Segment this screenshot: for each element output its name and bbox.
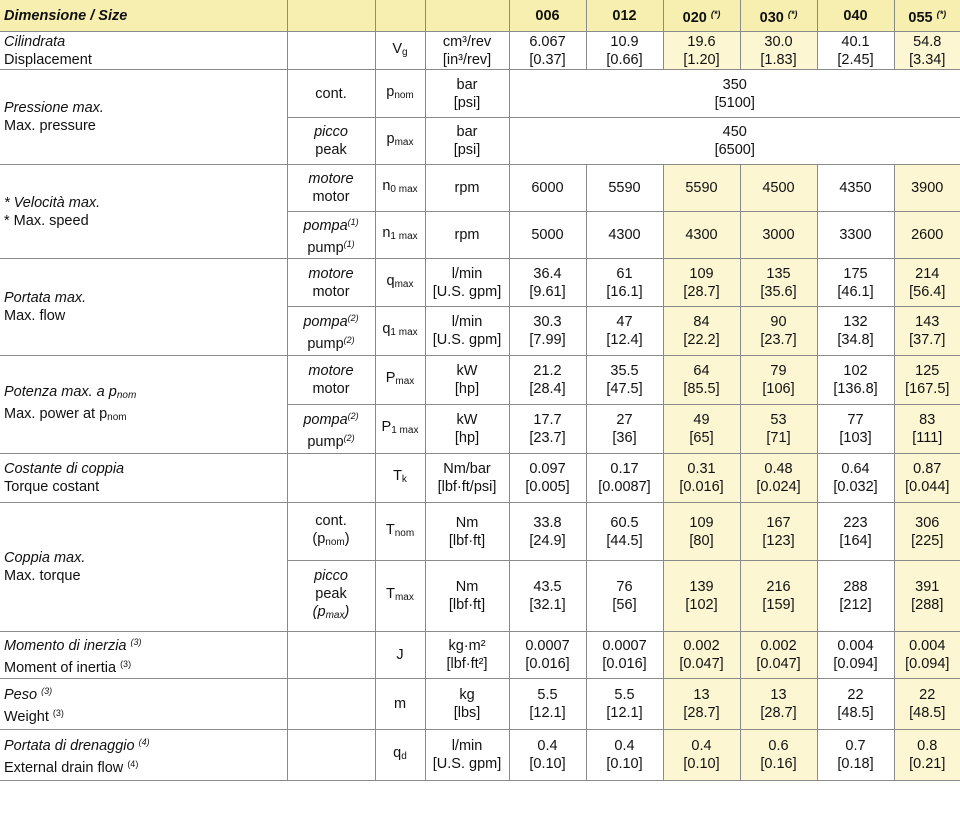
header-row [0, 0, 960, 32]
size-header-030: 030 (*) [740, 0, 817, 32]
value-cell: 4350 [817, 165, 894, 212]
unit-cell: Nm [lbf·ft] [425, 561, 509, 632]
symbol-cell: $T_{max}$ [375, 561, 425, 632]
symbol-cell: $n_{1 max}$ [375, 212, 425, 259]
value-cell: 90 [23.7] [740, 307, 817, 356]
value-cell: 0.004 [0.094] [817, 632, 894, 679]
param-label: Costante di coppia Torque costant [0, 454, 287, 503]
value-cell: 64 [85.5] [663, 356, 740, 405]
header-blank-sym [375, 0, 425, 32]
header-blank-unit [425, 0, 509, 32]
value-cell: 22 [48.5] [894, 679, 960, 730]
value-cell: 0.6 [0.16] [740, 730, 817, 781]
value-cell: 0.0007 [0.016] [509, 632, 586, 679]
cond-cell [287, 454, 375, 503]
value-cell: 13 [28.7] [740, 679, 817, 730]
size-header-006: 006 [509, 0, 586, 32]
header-blank-cond [287, 0, 375, 32]
param-label: Potenza max. a $p_{nom}$ Max. power at $p_{nom}$ [0, 356, 287, 454]
inertia-row [0, 632, 960, 679]
value-cell: 109 [28.7] [663, 259, 740, 307]
value-cell: 6.067 [0.37] [509, 32, 586, 70]
value-cell: 30.0 [1.83] [740, 32, 817, 70]
symbol-cell: $q_{max}$ [375, 259, 425, 307]
weight-row [0, 679, 960, 730]
speed-motor-row [0, 165, 960, 212]
cond-cell: picco peak $(p_{max})$ [287, 561, 375, 632]
displacement-row [0, 32, 960, 70]
unit-cell: bar [psi] [425, 70, 509, 118]
value-cell: 83 [111] [894, 405, 960, 454]
unit-cell: l/min [U.S. gpm] [425, 259, 509, 307]
value-cell: 5590 [663, 165, 740, 212]
value-cell: 4300 [663, 212, 740, 259]
unit-cell: kg [lbs] [425, 679, 509, 730]
unit-cell: l/min [U.S. gpm] [425, 307, 509, 356]
value-cell: 47 [12.4] [586, 307, 663, 356]
value-cell: 132 [34.8] [817, 307, 894, 356]
size-header-055: 055 (*) [894, 0, 960, 32]
torque-constant-row [0, 454, 960, 503]
symbol-cell: $P_{max}$ [375, 356, 425, 405]
value-cell: 0.8 [0.21] [894, 730, 960, 781]
value-cell: 54.8 [3.34] [894, 32, 960, 70]
unit-cell: l/min [U.S. gpm] [425, 730, 509, 781]
value-cell: 10.9 [0.66] [586, 32, 663, 70]
value-cell: 36.4 [9.61] [509, 259, 586, 307]
value-cell: 61 [16.1] [586, 259, 663, 307]
symbol-cell: J [375, 632, 425, 679]
value-cell: 84 [22.2] [663, 307, 740, 356]
merged-value-cell: 450 [6500] [509, 118, 960, 165]
value-cell: 40.1 [2.45] [817, 32, 894, 70]
cond-cell [287, 679, 375, 730]
symbol-cell: $q_d$ [375, 730, 425, 781]
size-note: (*) [936, 8, 947, 19]
unit-cell: bar [psi] [425, 118, 509, 165]
value-cell: 17.7 [23.7] [509, 405, 586, 454]
value-cell: 109 [80] [663, 503, 740, 561]
torque-cont-row [0, 503, 960, 561]
cond-cell: pompa$^{(1)}$ pump$^{(1)}$ [287, 212, 375, 259]
cond-cell [287, 632, 375, 679]
symbol-cell: $V_g$ [375, 32, 425, 70]
value-cell: 2600 [894, 212, 960, 259]
value-cell: 3300 [817, 212, 894, 259]
size-header-020: 020 (*) [663, 0, 740, 32]
value-cell: 0.7 [0.18] [817, 730, 894, 781]
value-cell: 0.4 [0.10] [586, 730, 663, 781]
merged-value-cell: 350 [5100] [509, 70, 960, 118]
value-cell: 0.87 [0.044] [894, 454, 960, 503]
cond-cell: cont. [287, 70, 375, 118]
value-cell: 76 [56] [586, 561, 663, 632]
value-cell: 60.5 [44.5] [586, 503, 663, 561]
value-cell: 5.5 [12.1] [586, 679, 663, 730]
value-cell: 5590 [586, 165, 663, 212]
pressure-cont-row [0, 70, 960, 118]
value-cell: 35.5 [47.5] [586, 356, 663, 405]
symbol-cell: $T_{nom}$ [375, 503, 425, 561]
value-cell: 125 [167.5] [894, 356, 960, 405]
value-cell: 223 [164] [817, 503, 894, 561]
value-cell: 30.3 [7.99] [509, 307, 586, 356]
cond-cell: picco peak [287, 118, 375, 165]
size-header-040: 040 [817, 0, 894, 32]
symbol-cell: $n_{0 max}$ [375, 165, 425, 212]
value-cell: 139 [102] [663, 561, 740, 632]
value-cell: 135 [35.6] [740, 259, 817, 307]
unit-cell: kg·m² [lbf·ft²] [425, 632, 509, 679]
value-cell: 0.31 [0.016] [663, 454, 740, 503]
value-cell: 33.8 [24.9] [509, 503, 586, 561]
size-note: (*) [787, 8, 798, 19]
value-cell: 0.4 [0.10] [663, 730, 740, 781]
size-note: (*) [710, 8, 721, 19]
cond-cell: pompa$^{(2)}$ pump$^{(2)}$ [287, 405, 375, 454]
value-cell: 27 [36] [586, 405, 663, 454]
unit-cell: cm³/rev [in³/rev] [425, 32, 509, 70]
symbol-cell: $q_{1 max}$ [375, 307, 425, 356]
size-header-title: Dimensione / Size [0, 0, 287, 32]
value-cell: 306 [225] [894, 503, 960, 561]
unit-cell: rpm [425, 165, 509, 212]
unit-cell: Nm/bar [lbf·ft/psi] [425, 454, 509, 503]
cond-cell [287, 32, 375, 70]
unit-cell: kW [hp] [425, 356, 509, 405]
param-label: Momento di inerzia $^{(3)}$ Moment of inertia $^{(3)}$ [0, 632, 287, 679]
value-cell: 0.17 [0.0087] [586, 454, 663, 503]
flow-motor-row [0, 259, 960, 307]
value-cell: 214 [56.4] [894, 259, 960, 307]
value-cell: 0.64 [0.032] [817, 454, 894, 503]
param-label: * Velocità max. * Max. speed [0, 165, 287, 259]
param-label: Portata max. Max. flow [0, 259, 287, 356]
unit-cell: Nm [lbf·ft] [425, 503, 509, 561]
unit-cell: kW [hp] [425, 405, 509, 454]
value-cell: 0.002 [0.047] [740, 632, 817, 679]
value-cell: 0.004 [0.094] [894, 632, 960, 679]
value-cell: 391 [288] [894, 561, 960, 632]
value-cell: 288 [212] [817, 561, 894, 632]
value-cell: 3900 [894, 165, 960, 212]
param-label: Coppia max. Max. torque [0, 503, 287, 632]
value-cell: 43.5 [32.1] [509, 561, 586, 632]
value-cell: 175 [46.1] [817, 259, 894, 307]
cond-cell: pompa$^{(2)}$ pump$^{(2)}$ [287, 307, 375, 356]
value-cell: 143 [37.7] [894, 307, 960, 356]
symbol-cell: $p_{max}$ [375, 118, 425, 165]
value-cell: 6000 [509, 165, 586, 212]
param-label: Peso $^{(3)}$ Weight $^{(3)}$ [0, 679, 287, 730]
cond-cell: motore motor [287, 165, 375, 212]
size-header-012: 012 [586, 0, 663, 32]
value-cell: 0.4 [0.10] [509, 730, 586, 781]
param-label: Pressione max. Max. pressure [0, 70, 287, 165]
value-cell: 216 [159] [740, 561, 817, 632]
param-label: Cilindrata Displacement [0, 32, 287, 70]
value-cell: 4500 [740, 165, 817, 212]
value-cell: 0.48 [0.024] [740, 454, 817, 503]
symbol-cell: m [375, 679, 425, 730]
value-cell: 77 [103] [817, 405, 894, 454]
value-cell: 21.2 [28.4] [509, 356, 586, 405]
value-cell: 49 [65] [663, 405, 740, 454]
cond-cell: motore motor [287, 259, 375, 307]
value-cell: 79 [106] [740, 356, 817, 405]
cond-cell: motore motor [287, 356, 375, 405]
value-cell: 0.002 [0.047] [663, 632, 740, 679]
value-cell: 22 [48.5] [817, 679, 894, 730]
value-cell: 4300 [586, 212, 663, 259]
value-cell: 19.6 [1.20] [663, 32, 740, 70]
value-cell: 167 [123] [740, 503, 817, 561]
symbol-cell: $T_k$ [375, 454, 425, 503]
value-cell: 102 [136.8] [817, 356, 894, 405]
value-cell: 5.5 [12.1] [509, 679, 586, 730]
value-cell: 3000 [740, 212, 817, 259]
symbol-cell: $P_{1 max}$ [375, 405, 425, 454]
value-cell: 0.097 [0.005] [509, 454, 586, 503]
value-cell: 53 [71] [740, 405, 817, 454]
cond-cell [287, 730, 375, 781]
power-motor-row [0, 356, 960, 405]
value-cell: 5000 [509, 212, 586, 259]
symbol-cell: $p_{nom}$ [375, 70, 425, 118]
value-cell: 0.0007 [0.016] [586, 632, 663, 679]
drain-flow-row [0, 730, 960, 781]
param-label: Portata di drenaggio $^{(4)}$ External drain flow $^{(4)}$ [0, 730, 287, 781]
value-cell: 13 [28.7] [663, 679, 740, 730]
cond-cell: cont. $(p_{nom})$ [287, 503, 375, 561]
unit-cell: rpm [425, 212, 509, 259]
